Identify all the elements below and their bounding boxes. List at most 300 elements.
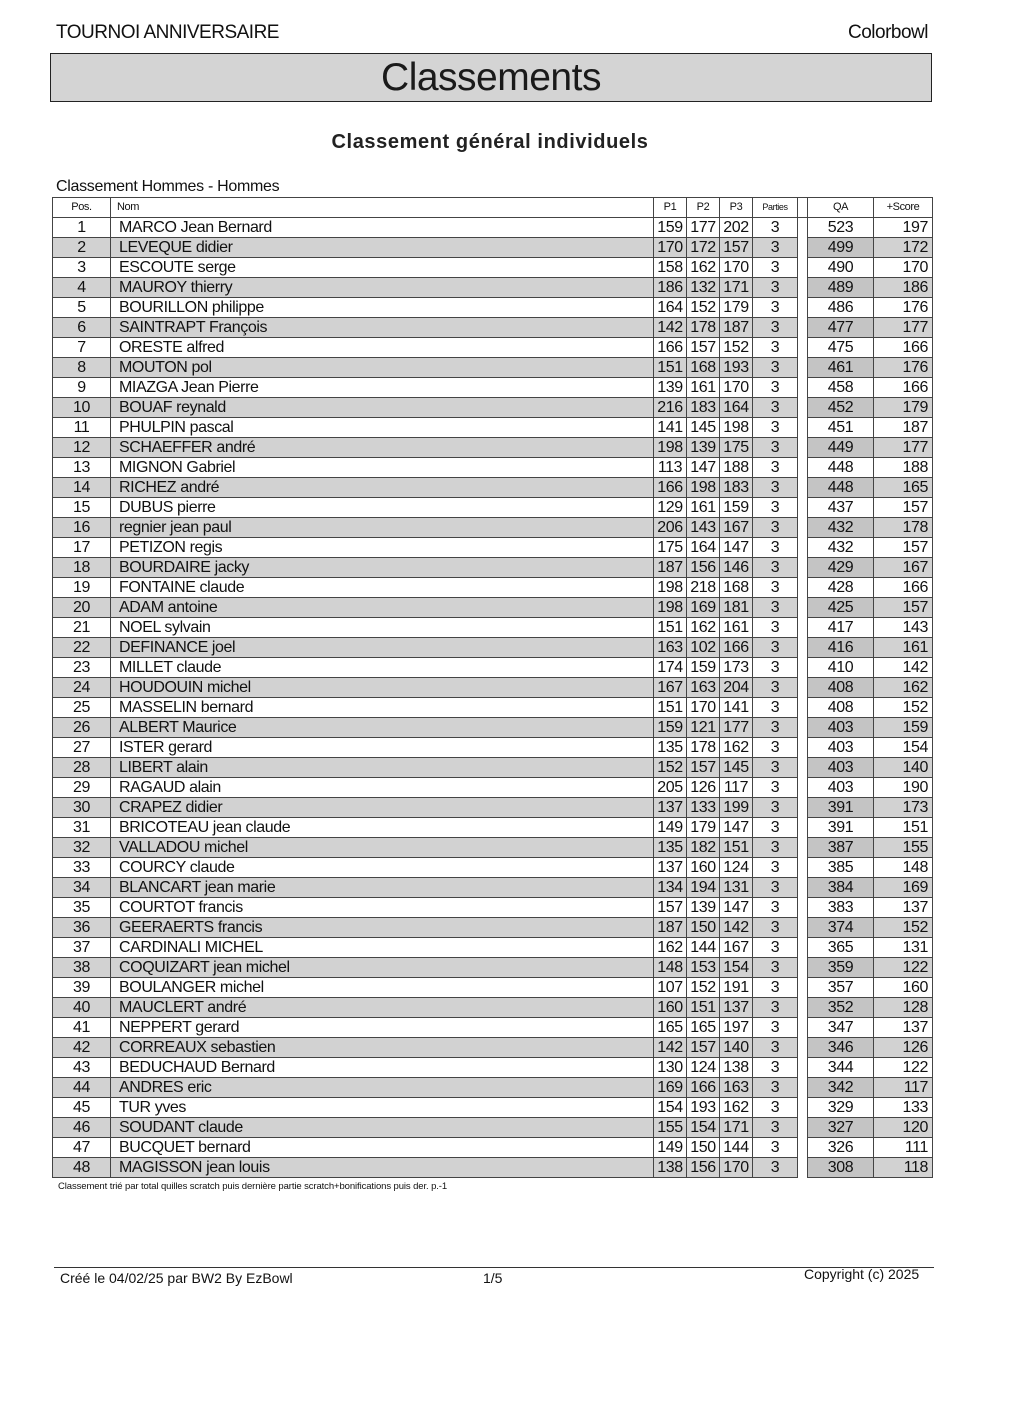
cell-gap [798, 258, 808, 278]
cell-gap [798, 938, 808, 958]
cell-p3: 188 [720, 458, 753, 478]
cell-parties: 3 [753, 1038, 798, 1058]
cell-name: PETIZON regis [111, 538, 654, 558]
cell-qa: 429 [808, 558, 874, 578]
cell-qa: 359 [808, 958, 874, 978]
cell-name: COURTOT francis [111, 898, 654, 918]
cell-qa: 425 [808, 598, 874, 618]
cell-score: 161 [874, 638, 933, 658]
cell-pos: 22 [53, 638, 111, 658]
cell-p3: 152 [720, 338, 753, 358]
cell-p2: 162 [687, 258, 720, 278]
cell-qa: 432 [808, 518, 874, 538]
cell-p2: 166 [687, 1078, 720, 1098]
cell-pos: 42 [53, 1038, 111, 1058]
cell-pos: 14 [53, 478, 111, 498]
cell-score: 128 [874, 998, 933, 1018]
table-row [53, 718, 933, 738]
cell-p2: 198 [687, 478, 720, 498]
cell-parties: 3 [753, 778, 798, 798]
table-row [53, 1058, 933, 1078]
cell-score: 197 [874, 218, 933, 238]
cell-pos: 9 [53, 378, 111, 398]
cell-parties: 3 [753, 1118, 798, 1138]
cell-score: 187 [874, 418, 933, 438]
cell-score: 172 [874, 238, 933, 258]
cell-parties: 3 [753, 598, 798, 618]
table-row [53, 338, 933, 358]
cell-score: 186 [874, 278, 933, 298]
cell-name: LIBERT alain [111, 758, 654, 778]
cell-p2: 153 [687, 958, 720, 978]
cell-pos: 20 [53, 598, 111, 618]
cell-parties: 3 [753, 238, 798, 258]
cell-p1: 134 [654, 878, 687, 898]
cell-gap [798, 298, 808, 318]
cell-pos: 15 [53, 498, 111, 518]
cell-p2: 161 [687, 498, 720, 518]
cell-pos: 10 [53, 398, 111, 418]
cell-gap [798, 898, 808, 918]
results-table [52, 197, 933, 1178]
cell-p3: 161 [720, 618, 753, 638]
cell-p3: 157 [720, 238, 753, 258]
cell-gap [798, 738, 808, 758]
table-row [53, 658, 933, 678]
cell-gap [798, 618, 808, 638]
cell-p1: 162 [654, 938, 687, 958]
table-row [53, 498, 933, 518]
cell-p1: 198 [654, 598, 687, 618]
cell-p2: 160 [687, 858, 720, 878]
cell-name: HOUDOUIN michel [111, 678, 654, 698]
cell-pos: 19 [53, 578, 111, 598]
table-body [53, 218, 933, 1178]
cell-qa: 383 [808, 898, 874, 918]
cell-p2: 157 [687, 758, 720, 778]
cell-gap [798, 838, 808, 858]
cell-parties: 3 [753, 398, 798, 418]
cell-score: 137 [874, 1018, 933, 1038]
cell-name: ESCOUTE serge [111, 258, 654, 278]
cell-qa: 365 [808, 938, 874, 958]
cell-p2: 177 [687, 218, 720, 238]
cell-p3: 147 [720, 898, 753, 918]
cell-name: GEERAERTS francis [111, 918, 654, 938]
page-subtitle: Classement général individuels [331, 131, 649, 153]
cell-parties: 3 [753, 1098, 798, 1118]
section-title: Classement Hommes - Hommes [56, 178, 280, 195]
cell-p1: 169 [654, 1078, 687, 1098]
cell-pos: 43 [53, 1058, 111, 1078]
cell-p3: 191 [720, 978, 753, 998]
cell-parties: 3 [753, 918, 798, 938]
col-header-pos: Pos. [53, 198, 111, 218]
cell-score: 159 [874, 718, 933, 738]
cell-parties: 3 [753, 858, 798, 878]
table-row [53, 358, 933, 378]
cell-gap [798, 498, 808, 518]
cell-p2: 193 [687, 1098, 720, 1118]
cell-score: 155 [874, 838, 933, 858]
cell-p3: 199 [720, 798, 753, 818]
cell-pos: 36 [53, 918, 111, 938]
cell-p1: 167 [654, 678, 687, 698]
cell-qa: 448 [808, 458, 874, 478]
cell-p1: 151 [654, 618, 687, 638]
cell-p2: 169 [687, 598, 720, 618]
cell-p2: 156 [687, 558, 720, 578]
cell-pos: 4 [53, 278, 111, 298]
cell-pos: 47 [53, 1138, 111, 1158]
cell-qa: 329 [808, 1098, 874, 1118]
cell-gap [798, 858, 808, 878]
cell-qa: 432 [808, 538, 874, 558]
table-row [53, 558, 933, 578]
cell-p3: 187 [720, 318, 753, 338]
cell-p1: 175 [654, 538, 687, 558]
cell-score: 179 [874, 398, 933, 418]
cell-p3: 137 [720, 998, 753, 1018]
cell-p1: 205 [654, 778, 687, 798]
cell-p3: 159 [720, 498, 753, 518]
cell-qa: 408 [808, 678, 874, 698]
cell-p1: 155 [654, 1118, 687, 1138]
table-row [53, 998, 933, 1018]
cell-p3: 202 [720, 218, 753, 238]
cell-name: MILLET claude [111, 658, 654, 678]
cell-p3: 140 [720, 1038, 753, 1058]
table-row [53, 378, 933, 398]
table-row [53, 1118, 933, 1138]
cell-qa: 477 [808, 318, 874, 338]
cell-name: MARCO Jean Bernard [111, 218, 654, 238]
cell-qa: 428 [808, 578, 874, 598]
cell-score: 151 [874, 818, 933, 838]
cell-name: FONTAINE claude [111, 578, 654, 598]
cell-p1: 216 [654, 398, 687, 418]
cell-qa: 374 [808, 918, 874, 938]
cell-p3: 162 [720, 738, 753, 758]
cell-p3: 142 [720, 918, 753, 938]
cell-score: 154 [874, 738, 933, 758]
cell-gap [798, 798, 808, 818]
cell-pos: 28 [53, 758, 111, 778]
cell-p1: 139 [654, 378, 687, 398]
cell-gap [798, 278, 808, 298]
cell-pos: 29 [53, 778, 111, 798]
footer-page-number: 1/5 [483, 1270, 503, 1286]
table-row [53, 878, 933, 898]
cell-parties: 3 [753, 818, 798, 838]
cell-score: 118 [874, 1158, 933, 1178]
cell-name: MAUCLERT andré [111, 998, 654, 1018]
cell-qa: 346 [808, 1038, 874, 1058]
cell-gap [798, 338, 808, 358]
cell-p2: 143 [687, 518, 720, 538]
cell-p2: 151 [687, 998, 720, 1018]
table-row [53, 838, 933, 858]
cell-score: 188 [874, 458, 933, 478]
cell-gap [798, 598, 808, 618]
table-row [53, 238, 933, 258]
cell-p1: 137 [654, 798, 687, 818]
footer-created: Créé le 04/02/25 par BW2 By EzBowl [60, 1270, 293, 1286]
cell-pos: 27 [53, 738, 111, 758]
cell-parties: 3 [753, 278, 798, 298]
table-row [53, 298, 933, 318]
table-row [53, 578, 933, 598]
cell-p3: 144 [720, 1138, 753, 1158]
table-row [53, 1158, 933, 1178]
cell-pos: 16 [53, 518, 111, 538]
cell-pos: 18 [53, 558, 111, 578]
cell-pos: 33 [53, 858, 111, 878]
cell-gap [798, 958, 808, 978]
cell-parties: 3 [753, 1078, 798, 1098]
cell-parties: 3 [753, 958, 798, 978]
cell-parties: 3 [753, 998, 798, 1018]
table-row [53, 738, 933, 758]
cell-p1: 187 [654, 558, 687, 578]
cell-name: ISTER gerard [111, 738, 654, 758]
cell-pos: 2 [53, 238, 111, 258]
cell-gap [798, 418, 808, 438]
table-row [53, 1038, 933, 1058]
cell-qa: 342 [808, 1078, 874, 1098]
cell-p2: 132 [687, 278, 720, 298]
cell-p3: 198 [720, 418, 753, 438]
cell-pos: 8 [53, 358, 111, 378]
cell-qa: 391 [808, 818, 874, 838]
cell-qa: 403 [808, 718, 874, 738]
cell-score: 111 [874, 1138, 933, 1158]
cell-pos: 12 [53, 438, 111, 458]
cell-p3: 204 [720, 678, 753, 698]
cell-p3: 183 [720, 478, 753, 498]
cell-name: CRAPEZ didier [111, 798, 654, 818]
cell-score: 142 [874, 658, 933, 678]
cell-qa: 391 [808, 798, 874, 818]
cell-name: NEPPERT gerard [111, 1018, 654, 1038]
cell-p1: 198 [654, 438, 687, 458]
cell-parties: 3 [753, 978, 798, 998]
cell-p2: 152 [687, 978, 720, 998]
cell-name: VALLADOU michel [111, 838, 654, 858]
cell-p3: 181 [720, 598, 753, 618]
cell-p3: 138 [720, 1058, 753, 1078]
cell-qa: 489 [808, 278, 874, 298]
cell-name: BLANCART jean marie [111, 878, 654, 898]
cell-gap [798, 318, 808, 338]
cell-gap [798, 678, 808, 698]
cell-qa: 326 [808, 1138, 874, 1158]
cell-qa: 490 [808, 258, 874, 278]
col-header-qa: QA [808, 198, 874, 218]
cell-name: MAUROY thierry [111, 278, 654, 298]
cell-gap [798, 538, 808, 558]
cell-qa: 403 [808, 758, 874, 778]
cell-p1: 151 [654, 698, 687, 718]
table-row [53, 318, 933, 338]
cell-gap [798, 878, 808, 898]
cell-qa: 475 [808, 338, 874, 358]
cell-parties: 3 [753, 578, 798, 598]
cell-p3: 147 [720, 818, 753, 838]
cell-p2: 102 [687, 638, 720, 658]
cell-qa: 416 [808, 638, 874, 658]
table-row [53, 1018, 933, 1038]
cell-p1: 166 [654, 478, 687, 498]
col-header-score: +Score [874, 198, 933, 218]
cell-gap [798, 578, 808, 598]
cell-score: 140 [874, 758, 933, 778]
cell-qa: 352 [808, 998, 874, 1018]
cell-pos: 46 [53, 1118, 111, 1138]
cell-parties: 3 [753, 758, 798, 778]
cell-score: 157 [874, 598, 933, 618]
cell-p1: 142 [654, 1038, 687, 1058]
cell-p2: 150 [687, 1138, 720, 1158]
cell-p3: 167 [720, 518, 753, 538]
cell-parties: 3 [753, 478, 798, 498]
cell-p3: 124 [720, 858, 753, 878]
cell-p1: 149 [654, 1138, 687, 1158]
cell-p1: 187 [654, 918, 687, 938]
cell-p2: 162 [687, 618, 720, 638]
cell-parties: 3 [753, 618, 798, 638]
cell-p1: 142 [654, 318, 687, 338]
banner-title: Classements [381, 56, 601, 99]
table-row [53, 758, 933, 778]
cell-name: COURCY claude [111, 858, 654, 878]
table-row [53, 698, 933, 718]
table-row [53, 438, 933, 458]
cell-p2: 139 [687, 898, 720, 918]
cell-parties: 3 [753, 258, 798, 278]
cell-score: 157 [874, 498, 933, 518]
cell-name: ANDRES eric [111, 1078, 654, 1098]
cell-name: NOEL sylvain [111, 618, 654, 638]
table-row [53, 278, 933, 298]
cell-pos: 24 [53, 678, 111, 698]
cell-p3: 175 [720, 438, 753, 458]
cell-score: 176 [874, 298, 933, 318]
cell-p3: 170 [720, 1158, 753, 1178]
cell-pos: 17 [53, 538, 111, 558]
cell-score: 160 [874, 978, 933, 998]
cell-pos: 3 [53, 258, 111, 278]
cell-pos: 37 [53, 938, 111, 958]
cell-p1: 170 [654, 238, 687, 258]
table-row [53, 918, 933, 938]
cell-name: BUCQUET bernard [111, 1138, 654, 1158]
cell-name: MAGISSON jean louis [111, 1158, 654, 1178]
cell-p1: 186 [654, 278, 687, 298]
table-row [53, 538, 933, 558]
cell-p2: 124 [687, 1058, 720, 1078]
cell-qa: 499 [808, 238, 874, 258]
cell-p1: 166 [654, 338, 687, 358]
table-row [53, 418, 933, 438]
cell-parties: 3 [753, 318, 798, 338]
cell-name: LEVEQUE didier [111, 238, 654, 258]
cell-score: 178 [874, 518, 933, 538]
cell-name: SCHAEFFER andré [111, 438, 654, 458]
cell-score: 122 [874, 958, 933, 978]
cell-score: 165 [874, 478, 933, 498]
cell-qa: 357 [808, 978, 874, 998]
cell-parties: 3 [753, 1138, 798, 1158]
cell-p2: 126 [687, 778, 720, 798]
cell-qa: 448 [808, 478, 874, 498]
cell-gap [798, 398, 808, 418]
cell-p1: 198 [654, 578, 687, 598]
cell-pos: 26 [53, 718, 111, 738]
cell-gap [798, 978, 808, 998]
cell-p3: 197 [720, 1018, 753, 1038]
cell-score: 166 [874, 338, 933, 358]
cell-parties: 3 [753, 638, 798, 658]
cell-parties: 3 [753, 338, 798, 358]
cell-p1: 113 [654, 458, 687, 478]
cell-qa: 308 [808, 1158, 874, 1178]
cell-name: CARDINALI MICHEL [111, 938, 654, 958]
cell-gap [798, 378, 808, 398]
cell-pos: 44 [53, 1078, 111, 1098]
cell-qa: 452 [808, 398, 874, 418]
cell-p2: 163 [687, 678, 720, 698]
cell-p2: 156 [687, 1158, 720, 1178]
cell-pos: 35 [53, 898, 111, 918]
cell-name: regnier jean paul [111, 518, 654, 538]
cell-gap [798, 478, 808, 498]
cell-gap [798, 638, 808, 658]
cell-p3: 131 [720, 878, 753, 898]
cell-p2: 218 [687, 578, 720, 598]
cell-gap [798, 1138, 808, 1158]
cell-qa: 327 [808, 1118, 874, 1138]
col-header-p1: P1 [654, 198, 687, 218]
cell-parties: 3 [753, 678, 798, 698]
cell-parties: 3 [753, 218, 798, 238]
cell-p1: 154 [654, 1098, 687, 1118]
cell-parties: 3 [753, 1058, 798, 1078]
cell-qa: 344 [808, 1058, 874, 1078]
cell-gap [798, 1018, 808, 1038]
cell-p3: 117 [720, 778, 753, 798]
table-row [53, 478, 933, 498]
table-row [53, 1078, 933, 1098]
cell-qa: 458 [808, 378, 874, 398]
cell-gap [798, 1038, 808, 1058]
cell-p3: 171 [720, 278, 753, 298]
cell-p3: 145 [720, 758, 753, 778]
cell-qa: 523 [808, 218, 874, 238]
cell-score: 122 [874, 1058, 933, 1078]
cell-p2: 133 [687, 798, 720, 818]
cell-p2: 172 [687, 238, 720, 258]
table-row [53, 858, 933, 878]
cell-pos: 21 [53, 618, 111, 638]
cell-gap [798, 1098, 808, 1118]
table-row [53, 638, 933, 658]
cell-p1: 159 [654, 718, 687, 738]
cell-p3: 171 [720, 1118, 753, 1138]
cell-name: CORREAUX sebastien [111, 1038, 654, 1058]
cell-p2: 154 [687, 1118, 720, 1138]
cell-p1: 138 [654, 1158, 687, 1178]
